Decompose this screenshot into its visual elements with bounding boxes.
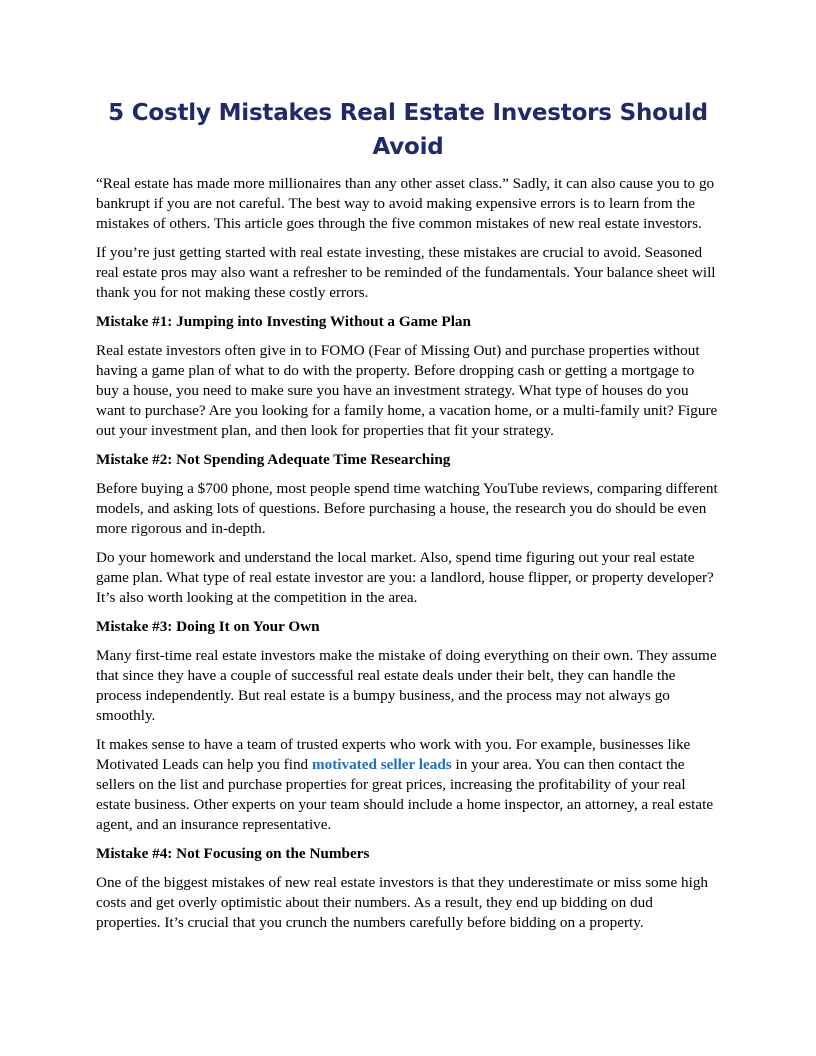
mistake-3-paragraph-2-start: It makes sense to have a team of trusted experts who work with you. For example, businesses like Motivated Leads can help you find (96, 736, 691, 773)
mistake-3-paragraph-2 (96, 735, 720, 835)
mistake-3-paragraph-2-end: in your area. You can then contact the sellers on the list and purchase properties for great prices, increasing the profitability of your real estate business. Other experts on your team should include a home inspector, an attorney, a real estate agent, and an insurance representative. (96, 756, 714, 833)
mistake-4-paragraph: One of the biggest mistakes of new real estate investors is that they underestimate or miss some high costs and get overly optimistic about their numbers. As a result, they end up bidding on dud properties. It’s crucial that you crunch the numbers carefully before bidding on a property. (96, 874, 709, 931)
page-title: 5 Costly Mistakes Real Estate Investors Should Avoid (108, 100, 708, 160)
mistake-4-heading: Mistake #4: Not Focusing on the Numbers (96, 845, 370, 862)
intro-paragraph-2: If you’re just getting started with real estate investing, these mistakes are crucial to avoid. Seasoned real estate pros may also want a refresher to be reminded of the fundamentals. Your balance sheet will thank you for not making these costly errors. (96, 244, 716, 301)
mistake-1-heading: Mistake #1: Jumping into Investing Without a Game Plan (96, 313, 471, 330)
document-page (96, 96, 720, 942)
mistake-2-paragraph-2: Do your homework and understand the local market. Also, spend time figuring out your real estate game plan. What type of real estate investor are you: a landlord, house flipper, or property developer? It’s also worth looking at the competition in the area. (96, 549, 714, 606)
mistake-2-paragraph-1: Before buying a $700 phone, most people spend time watching YouTube reviews, comparing different models, and asking lots of questions. Before purchasing a house, the research you do should be even more rigorous and in-depth. (96, 480, 718, 537)
mistake-3-paragraph-1: Many first-time real estate investors make the mistake of doing everything on their own. They assume that since they have a couple of successful real estate deals under their belt, they can handle the process independently. But real estate is a bumpy business, and the process may not always go smoothly. (96, 647, 717, 724)
mistake-3-heading: Mistake #3: Doing It on Your Own (96, 618, 320, 635)
mistake-2-heading: Mistake #2: Not Spending Adequate Time Researching (96, 451, 451, 468)
intro-paragraph-1: “Real estate has made more millionaires than any other asset class.” Sadly, it can also cause you to go bankrupt if you are not careful. The best way to avoid making expensive errors is to learn from the mistakes of others. This article goes through the five common mistakes of new real estate investors. (96, 175, 715, 232)
mistake-1-paragraph: Real estate investors often give in to FOMO (Fear of Missing Out) and purchase properties without having a game plan of what to do with the property. Before dropping cash or getting a mortgage to buy a house, you need to make sure you have an investment strategy. What type of houses do you want to purchase? Are you looking for a family home, a vacation home, or a multi-family unit? Figure out your investment plan, and then look for properties that fit your strategy. (96, 342, 718, 439)
motivated-seller-leads-link[interactable]: motivated seller leads (311, 756, 452, 773)
